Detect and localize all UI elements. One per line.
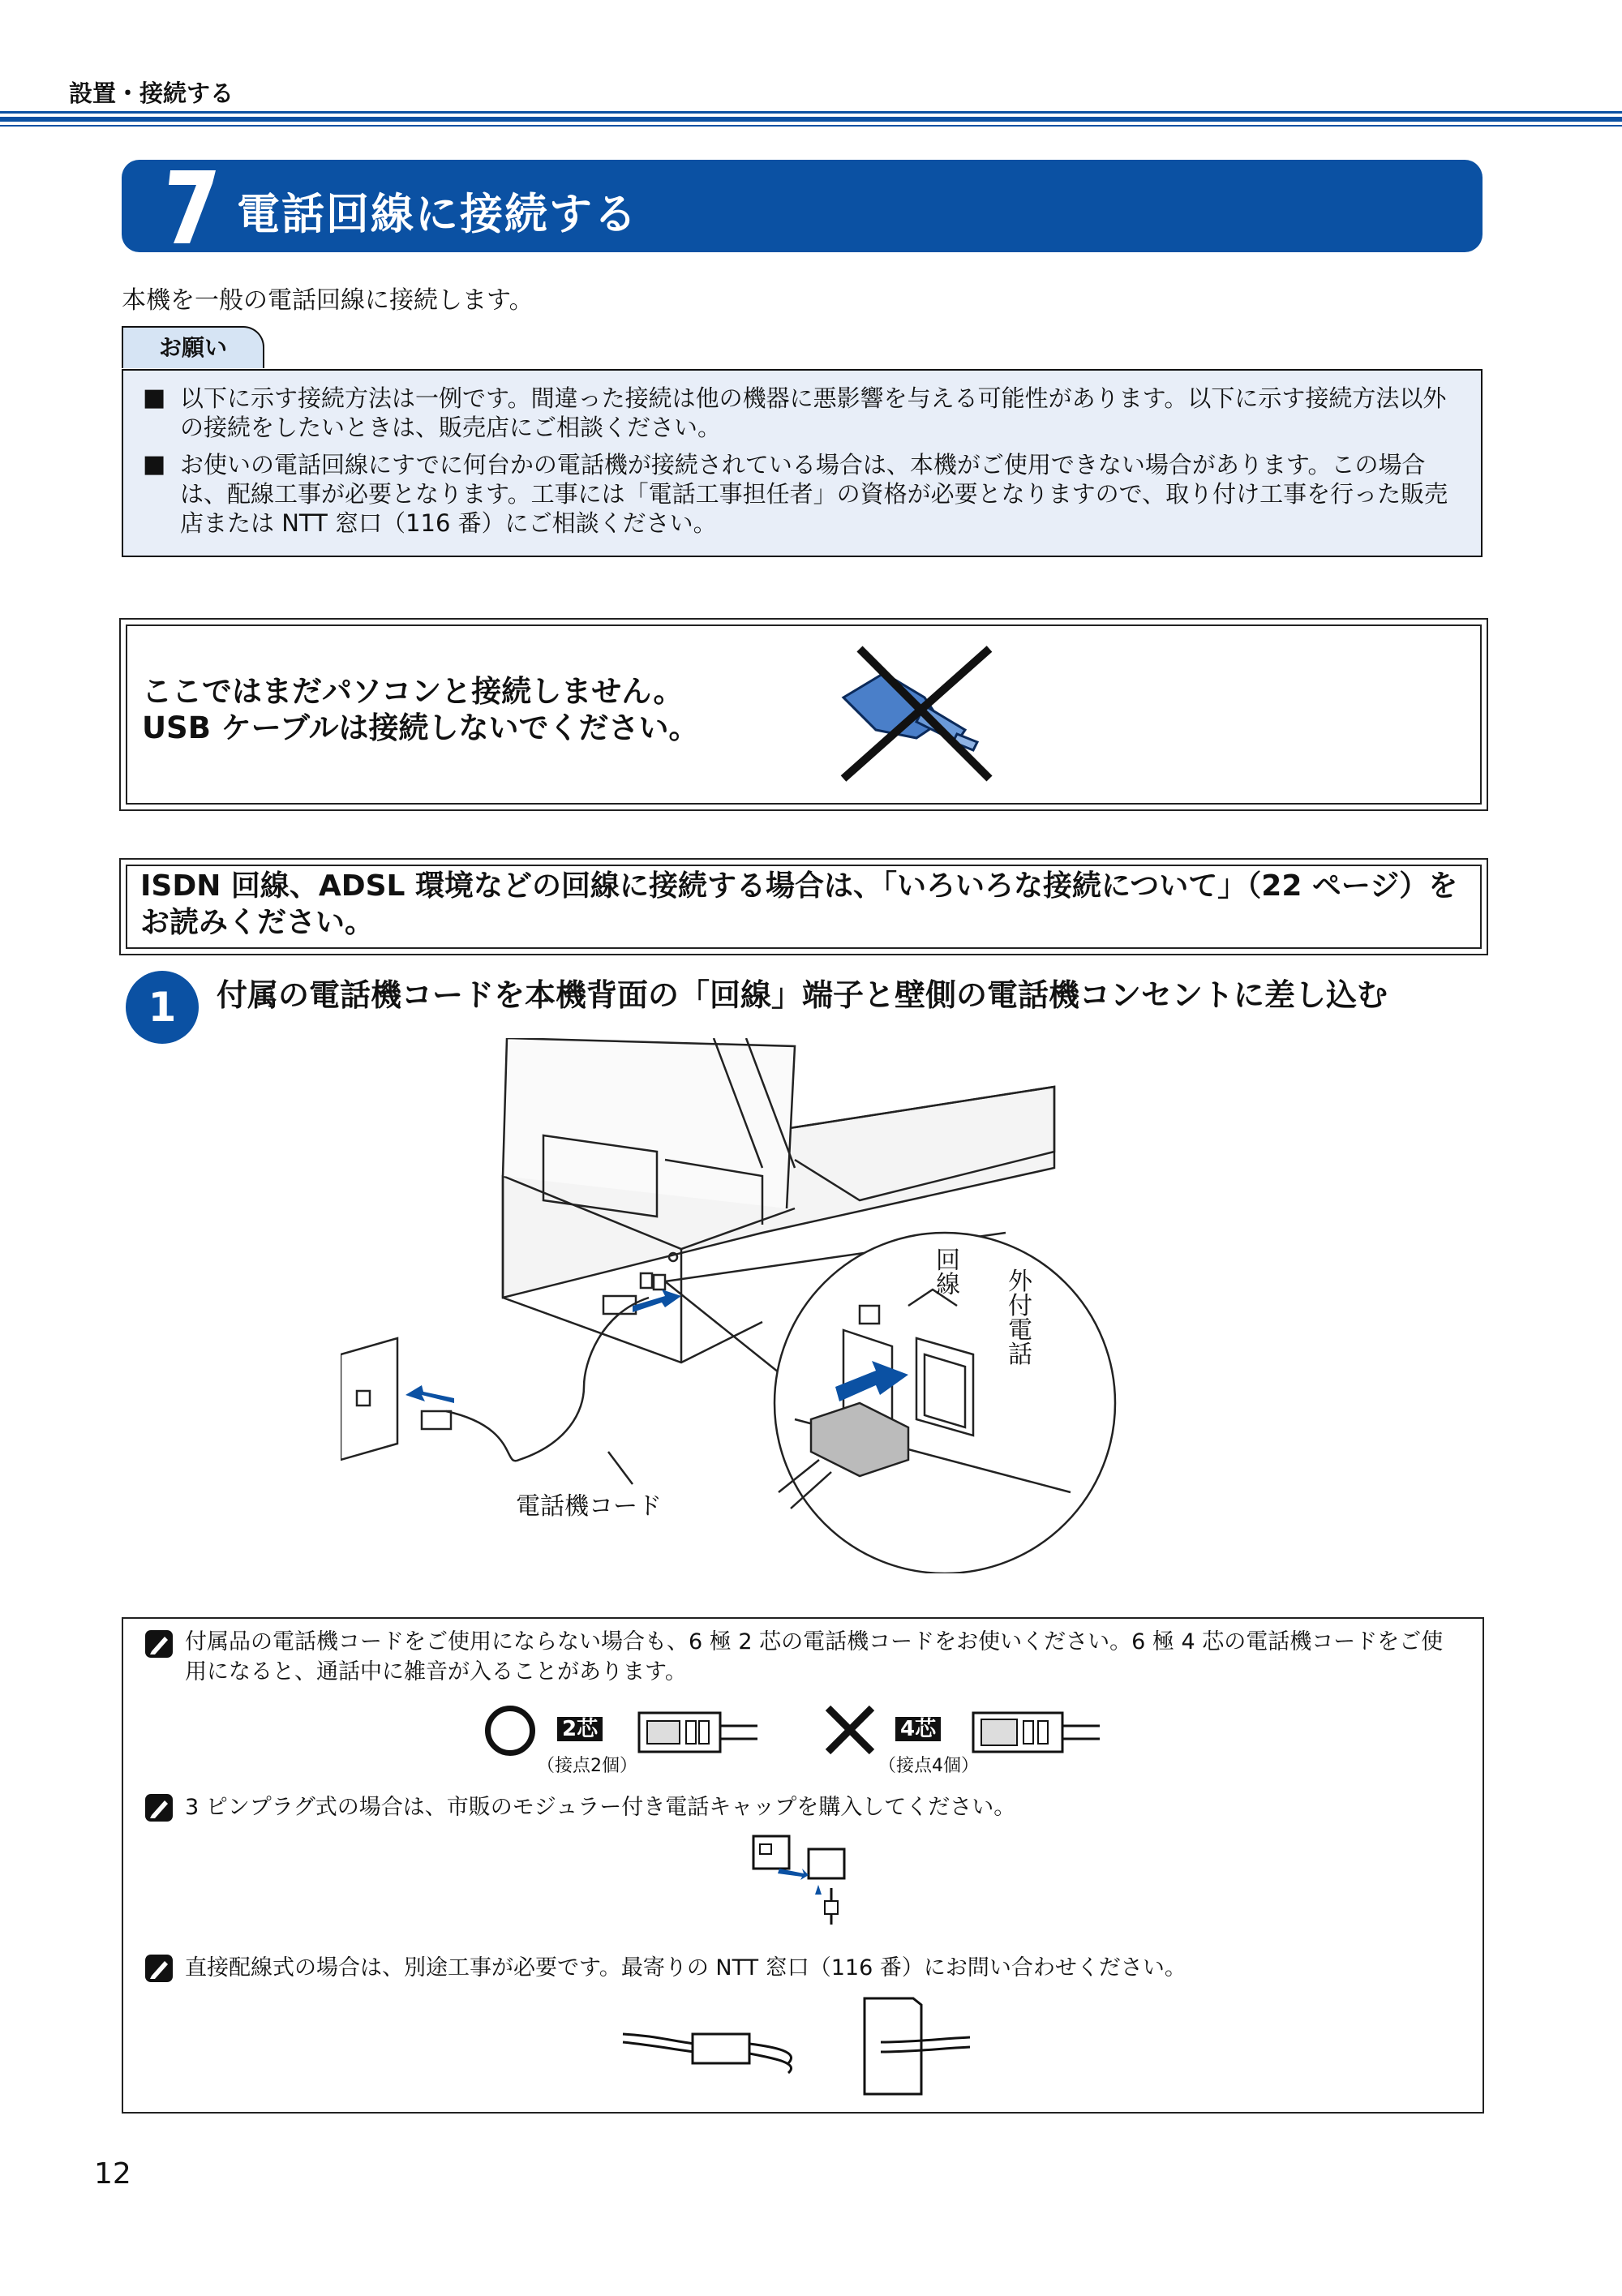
ok-caption: （接点2個） — [537, 1756, 637, 1776]
step-instruction: 付属の電話機コードを本機背面の「回線」端子と壁側の電話機コンセントに差し込む — [217, 977, 1388, 1013]
notice-bullet: ■ — [143, 450, 166, 479]
step-number-badge: 1 — [126, 971, 199, 1044]
direct-wiring-icon — [621, 1993, 978, 2099]
line-port-label: 回線 — [936, 1247, 960, 1299]
memo-icon — [144, 1629, 174, 1659]
section-title: 電話回線に接続する — [237, 190, 638, 239]
notice-item-text: 以下に示す接続方法は一例です。間違った接続は他の機器に悪影響を与える可能性があります。以下に示す接続方法以外の接続をしたいときは、販売店にご相談ください。 — [180, 384, 1447, 441]
two-contact-plug-icon — [637, 1708, 759, 1757]
four-contact-plug-icon — [972, 1708, 1101, 1757]
notice-item — [143, 384, 1461, 442]
section-header-label: 設置・接続する — [69, 79, 234, 107]
notice-item-text: お使いの電話回線にすでに何台かの電話機が接続されている場合は、本機がご使用できない場合があります。この場合は、配線工事が必要となります。工事には「電話工事担任者」の資格が必要となりますので、取り付け工事を行った販売店または NTT 窓口（116 番）にご相談ください。 — [180, 451, 1448, 537]
notice-item — [143, 450, 1461, 538]
ok-circle-mark — [485, 1706, 535, 1756]
usb-warning-text — [142, 673, 698, 746]
intro-text: 本機を一般の電話回線に接続します。 — [122, 286, 534, 315]
phone-cord-label: 電話機コード — [516, 1492, 662, 1521]
section-number-graphic — [165, 167, 217, 247]
notice-box — [122, 369, 1483, 557]
page-number: 12 — [94, 2157, 131, 2191]
modular-cap-icon — [750, 1831, 856, 1929]
usb-warning-line2: USB ケーブルは接続しないでください。 — [142, 710, 699, 745]
header-rule — [0, 111, 1622, 132]
notice-tab: お願い — [122, 326, 264, 368]
notice-bullet: ■ — [143, 384, 166, 412]
isdn-note-text: ISDN 回線、ADSL 環境などの回線に接続する場合は、「いろいろな接続について」（22 ページ）をお読みください。 — [140, 869, 1458, 939]
memo-text: 直接配線式の場合は、別途工事が必要です。最寄りの NTT 窓口（116 番）にお問い合わせください。 — [185, 1955, 1186, 1981]
ok-badge: 2芯 — [557, 1716, 603, 1742]
ng-caption: （接点4個） — [878, 1756, 979, 1776]
ng-cross-mark — [823, 1703, 877, 1757]
usb-warning-line1: ここではまだパソコンと接続しません。 — [142, 674, 684, 709]
memo-icon — [144, 1953, 174, 1984]
memo-text: 3 ピンプラグ式の場合は、市販のモジュラー付き電話キャップを購入してください。 — [185, 1795, 1016, 1820]
memo-icon — [144, 1792, 174, 1823]
usb-cable-crossed-icon — [827, 641, 1006, 787]
memo-text: 付属品の電話機コードをご使用にならない場合も、6 極 2 芯の電話機コードをお使いください。6 極 4 芯の電話機コードをご使用になると、通話中に雑音が入ることがあります。 — [185, 1629, 1444, 1684]
external-phone-port-label: 外付電話 — [1008, 1268, 1032, 1369]
ng-badge: 4芯 — [895, 1716, 941, 1742]
